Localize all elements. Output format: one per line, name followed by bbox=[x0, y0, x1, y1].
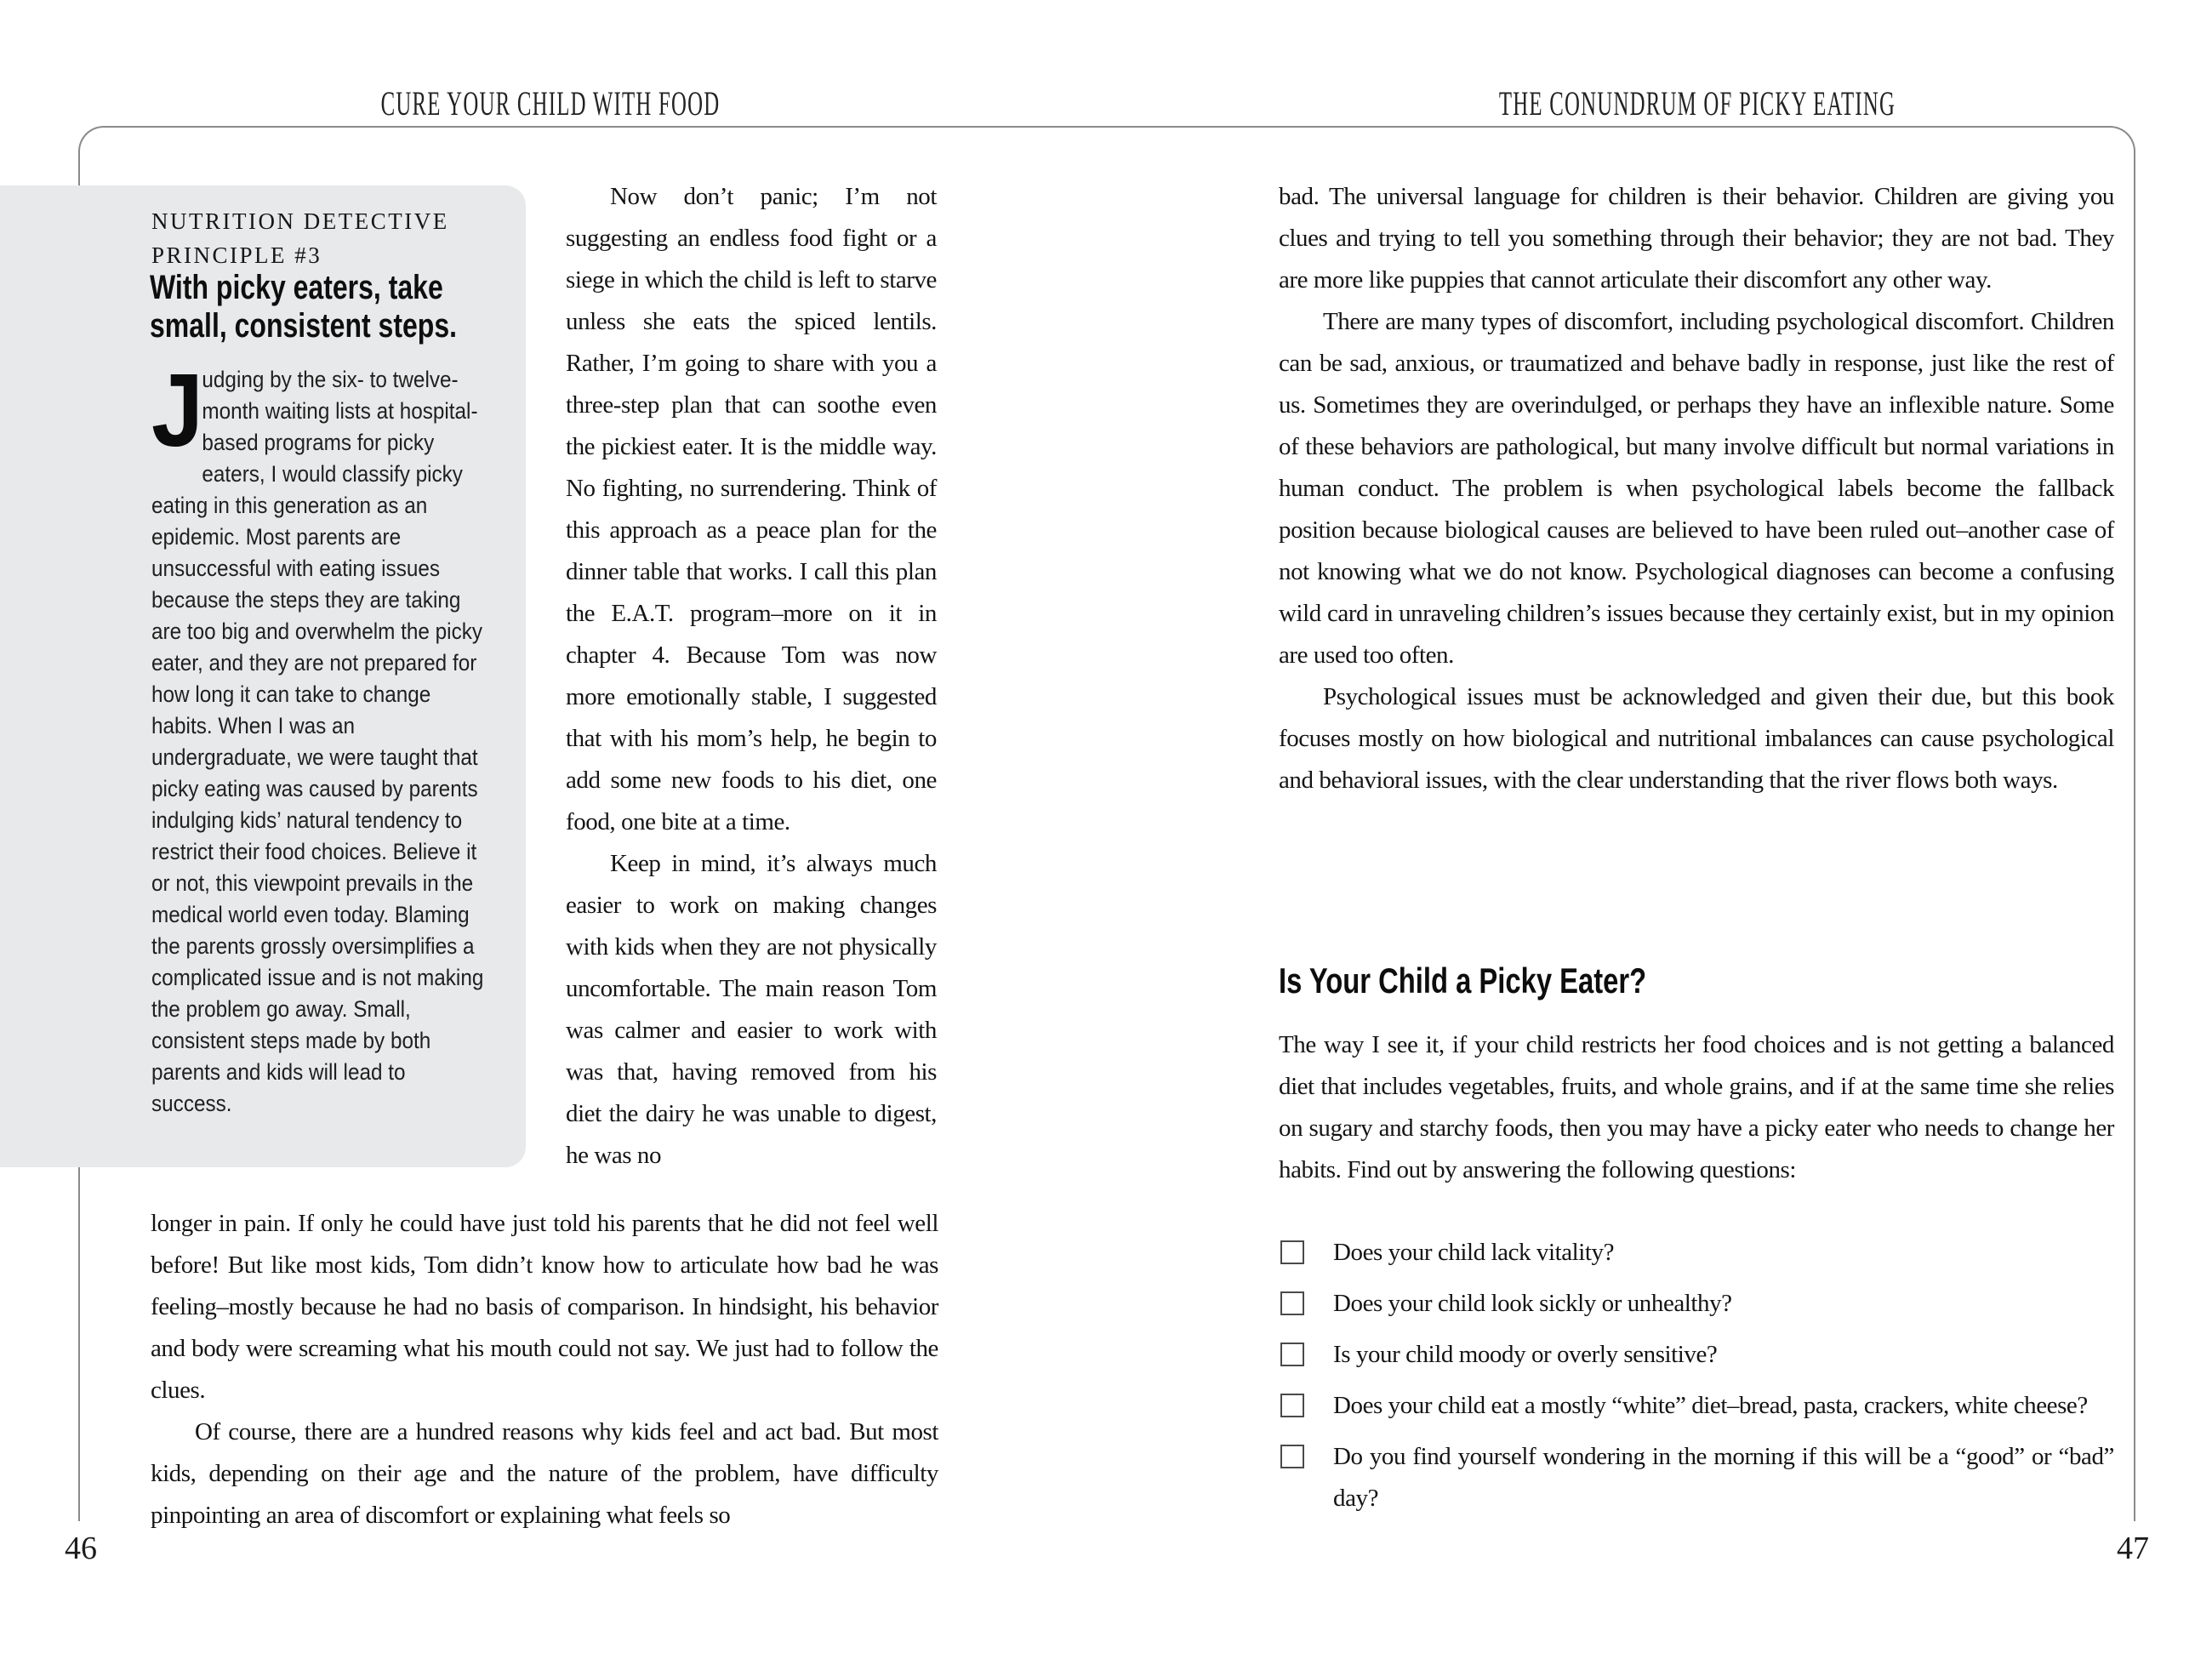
paragraph: bad. The universal language for children is their behavior. Children are giving you clues and trying to tell you something through their behavior; they are not bad. They are more like puppies that cannot articulate their discomfort any other way. bbox=[1279, 183, 2114, 294]
page-number-left: 46 bbox=[65, 1531, 97, 1566]
checkbox-icon bbox=[1280, 1291, 1304, 1315]
checklist-item bbox=[1279, 1232, 2114, 1274]
checklist-item-text: Does your child look sickly or unhealthy? bbox=[1333, 1290, 1732, 1317]
checkbox-icon bbox=[1280, 1343, 1304, 1366]
page-number-right: 47 bbox=[2117, 1531, 2149, 1566]
sidebar-kicker-line2: PRINCIPLE #3 bbox=[151, 242, 322, 268]
paragraph: Now don’t panic; I’m not suggesting an endless food fight or a siege in which the child is left to starve unless she eats the spiced lentils. Rather, I’m going to share with you a three-step plan that can soothe even the pickiest eater. It is the middle way. No fighting, no surrendering. Think of this approach as a peace plan for the dinner table that works. I call this plan the E.A.T. program–more on it in chapter 4. Because Tom was now more emotionally stable, I suggested that with his mom’s help, he begin to add some new foods to his diet, one food, one bite at a time. bbox=[566, 183, 937, 835]
paragraph: The way I see it, if your child restricts her food choices and is not getting a balanced diet that includes vegetables, fruits, and whole grains, and if at the same time she relies on sugary and starchy foods, then you may have a picky eater who needs to change her habits. Find out by answering the following questions: bbox=[1279, 1031, 2114, 1183]
checklist-item-text: Is your child moody or overly sensitive? bbox=[1333, 1341, 1718, 1368]
checklist-item bbox=[1279, 1283, 2114, 1325]
sidebar-kicker bbox=[151, 204, 449, 272]
running-header-right: THE CONUNDRUM OF PICKY EATING bbox=[1498, 84, 1896, 123]
checkbox-icon bbox=[1280, 1240, 1304, 1264]
checklist bbox=[1279, 1232, 2114, 1529]
paragraph: longer in pain. If only he could have just told his parents that he did not feel well before! But like most kids, Tom didn’t know how to articulate how bad he was feeling–mostly because he had no basis of comparison. In hindsight, his behavior and body were screaming what his mouth could not say. We just had to follow the clues. bbox=[151, 1210, 938, 1404]
checklist-item bbox=[1279, 1385, 2114, 1427]
section-heading: Is Your Child a Picky Eater? bbox=[1279, 961, 1647, 1001]
running-header-left: CURE YOUR CHILD WITH FOOD bbox=[380, 84, 721, 123]
section-intro bbox=[1279, 1024, 2114, 1191]
checkbox-icon bbox=[1280, 1394, 1304, 1417]
left-page-bottom-text bbox=[151, 1203, 938, 1536]
sidebar-body bbox=[151, 352, 487, 1120]
sidebar-kicker-line1: NUTRITION DETECTIVE bbox=[151, 208, 449, 234]
sidebar-title bbox=[150, 269, 517, 345]
checkbox-icon bbox=[1280, 1445, 1304, 1468]
left-page-column bbox=[566, 176, 937, 1177]
paragraph: There are many types of discomfort, including psychological discomfort. Children can be sad, anxious, or traumatized and behave badly in response, just like the rest of us. Sometimes they are overindulged, or perhaps they have an inflexible nature. Some of these behaviors are pathological, but many involve difficult but normal variations in human conduct. The problem is when psychological labels become the fallback position because biological causes are believed to have been ruled out–another case of not knowing what we do not know. Psychological diagnoses can become a confusing wild card in unraveling children’s issues because they certainly exist, but in my opinion are used too often. bbox=[1279, 308, 2114, 669]
checklist-item-text: Does your child eat a mostly “white” diet–bread, pasta, crackers, white cheese? bbox=[1333, 1392, 2088, 1419]
paragraph: Keep in mind, it’s always much easier to work on making changes with kids when they are not physically uncomfortable. The main reason Tom was calmer and easier to work with was that, having removed from his diet the dairy he was unable to digest, he was no bbox=[566, 850, 937, 1169]
sidebar-title-line1: With picky eaters, take bbox=[150, 269, 443, 306]
checklist-item-text: Do you find yourself wondering in the morning if this will be a “good” or “bad” day? bbox=[1333, 1443, 2114, 1512]
right-page-column bbox=[1279, 176, 2114, 801]
drop-cap: J bbox=[151, 352, 204, 468]
checklist-item-text: Does your child lack vitality? bbox=[1333, 1239, 1615, 1266]
sidebar-title-line2: small, consistent steps. bbox=[150, 307, 458, 345]
paragraph: Of course, there are a hundred reasons why kids feel and act bad. But most kids, depending on their age and the nature of the problem, have difficulty pinpointing an area of discomfort or explaining what feels so bbox=[151, 1418, 938, 1529]
sidebar-body-text: udging by the six- to twelve-month waiting lists at hospital-based programs for picky eaters, I would classify picky eating in this generation as an epidemic. Most parents are unsuccessful with eating issues because the steps they are taking are too big and overwhelm the picky eater, and they are not prepared for how long it can take to change habits. When I was an undergraduate, we were taught that picky eating was caused by parents indulging kids’ natural tendency to restrict their food choices. Believe it or not, this viewpoint prevails in the medical world even today. Blaming the parents grossly oversimplifies a complicated issue and is not making the problem go away. Small, consistent steps made by both parents and kids will lead to success. bbox=[151, 367, 484, 1116]
paragraph: Psychological issues must be acknowledged and given their due, but this book focuses mostly on how biological and nutritional imbalances can cause psychological and behavioral issues, with the clear understanding that the river flows both ways. bbox=[1279, 683, 2114, 794]
checklist-item bbox=[1279, 1436, 2114, 1519]
checklist-item bbox=[1279, 1334, 2114, 1376]
